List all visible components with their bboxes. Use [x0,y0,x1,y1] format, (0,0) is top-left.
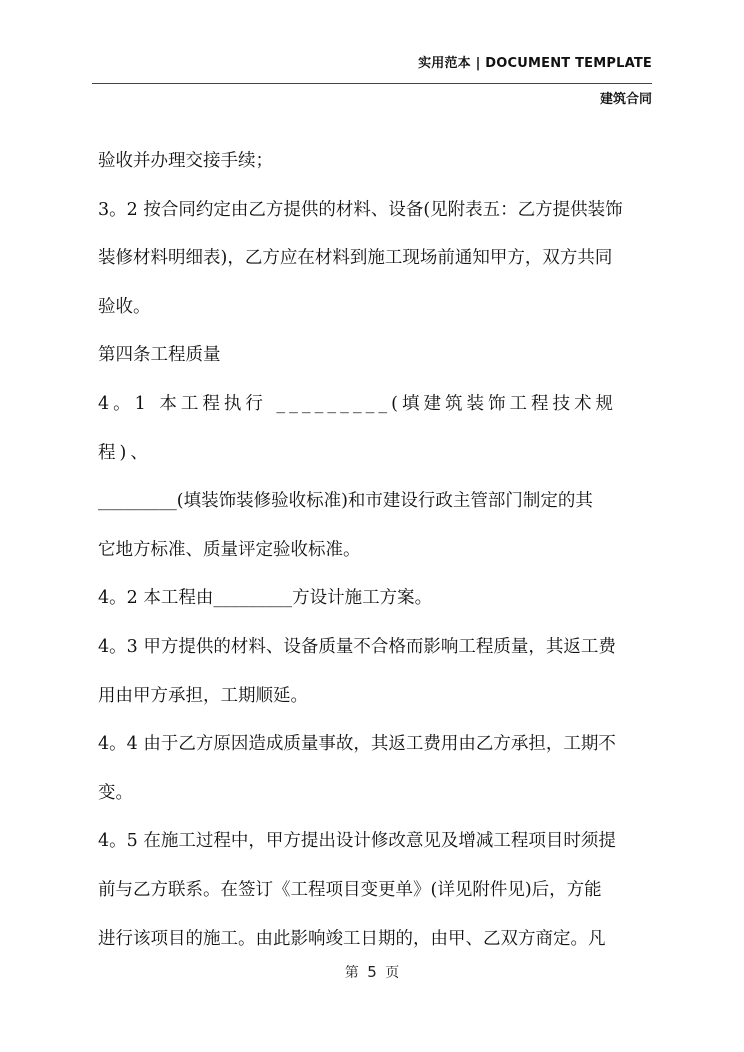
text-line: 验收并办理交接手续； [98,151,273,171]
text-line: 4。5 在施工过程中，甲方提出设计修改意见及增减工程项目时须提 [98,831,616,852]
text-line: 装修材料明细表)，乙方应在材料到施工现场前通知甲方，双方共同 [98,248,613,269]
text-line: 前与乙方联系。在签订《工程项目变更单》(详见附件见)后，方能 [98,879,602,900]
section-heading: 第四条工程质量 [98,345,221,366]
text-line: _________(填装饰装修验收标准)和市建设行政主管部门制定的其 [98,491,593,512]
page-footer [0,962,744,982]
header-subtitle: 建筑合同 [599,92,652,107]
footer-suffix: 页 [385,965,400,981]
text-line: 4。1 本工程执行 _________(填建筑装饰工程技术规程)、 [98,393,617,463]
text-line: 用由甲方承担，工期顺延。 [98,685,308,706]
text-line: 4。3 甲方提供的材料、设备质量不合格而影响工程质量，其返工费 [98,636,616,657]
text-line: 它地方标准、质量评定验收标准。 [98,539,361,560]
text-line: 验收。 [98,296,151,317]
text-line: 4。4 由于乙方原因造成质量事故，其返工费用由乙方承担，工期不 [98,734,616,755]
header-divider [92,83,652,84]
page-number: 5 [367,963,377,981]
text-line: 4。2 本工程由_________方设计施工方案。 [98,588,433,609]
text-line: 3。2 按合同约定由乙方提供的材料、设备(见附表五：乙方提供装饰 [98,199,623,220]
header-title: 实用范本 | DOCUMENT TEMPLATE [418,56,652,71]
footer-prefix: 第 [344,965,359,981]
text-line: 变。 [98,782,133,803]
text-line: 进行该项目的施工。由此影响竣工日期的，由甲、乙双方商定。凡 [98,928,606,949]
document-body [98,137,654,963]
